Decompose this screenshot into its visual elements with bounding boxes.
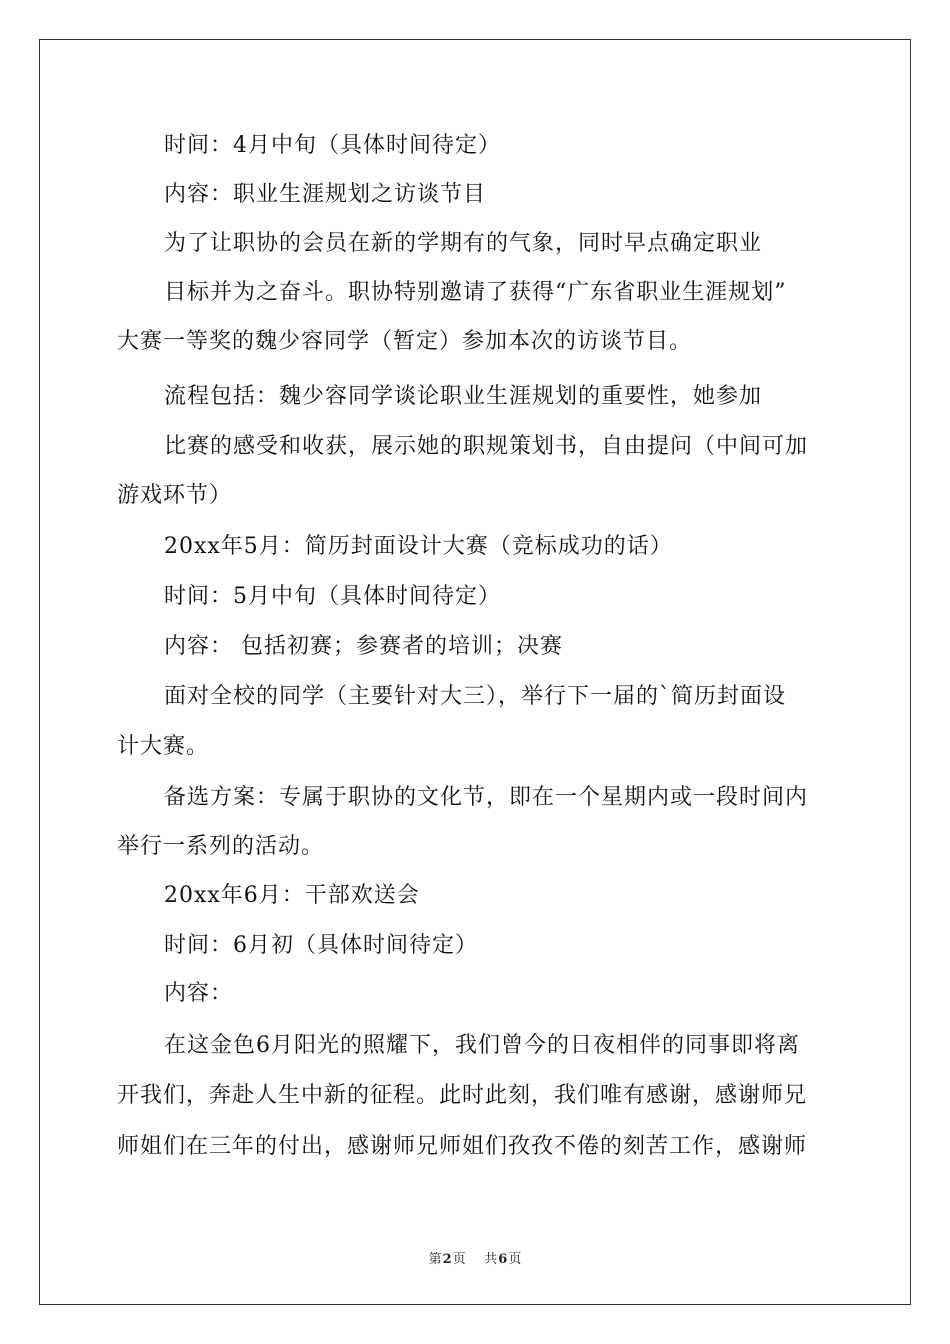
text-line: 目标并为之奋斗。职协特别邀请了获得“广东省职业生涯规划”: [164, 280, 787, 305]
text-line: 备选方案：专属于职协的文化节，即在一个星期内或一段时间内: [164, 785, 809, 810]
text-line: 时间：6月初（具体时间待定）: [164, 933, 478, 958]
page-suffix: 页: [452, 1252, 466, 1267]
page-prefix: 第: [428, 1252, 442, 1267]
text-line: 比赛的感受和收获，展示她的职规策划书，自由提问（中间可加: [164, 434, 809, 459]
total-suffix: 页: [508, 1252, 522, 1267]
text-line: 为了让职协的会员在新的学期有的气象，同时早点确定职业: [164, 231, 763, 256]
text-line: 游戏环节）: [117, 483, 233, 508]
page-footer: [0, 1248, 950, 1267]
text-line: 内容：: [164, 981, 234, 1006]
text-line: 内容：职业生涯规划之访谈节目: [164, 182, 487, 207]
text-line: 面对全校的同学（主要针对大三），举行下一届的`简历封面设: [164, 684, 787, 709]
text-line: 20xx年5月：简历封面设计大赛（竞标成功的话）: [164, 534, 673, 559]
page-number: 2: [442, 1252, 452, 1267]
text-line: 20xx年6月：干部欢送会: [164, 883, 420, 908]
text-line: 在这金色6月阳光的照耀下，我们曾今的日夜相伴的同事即将离: [164, 1033, 800, 1058]
text-line: 流程包括：魏少容同学谈论职业生涯规划的重要性，她参加: [164, 384, 763, 409]
text-line: 时间：5月中旬（具体时间待定）: [164, 584, 501, 609]
text-line: 时间：4月中旬（具体时间待定）: [164, 133, 501, 158]
text-line: 内容： 包括初赛；参赛者的培训；决赛: [164, 634, 563, 659]
text-line: 计大赛。: [117, 734, 210, 759]
text-line: 开我们，奔赴人生中新的征程。此时此刻，我们唯有感谢，感谢师兄: [117, 1083, 808, 1108]
text-line: 大赛一等奖的魏少容同学（暂定）参加本次的访谈节目。: [117, 329, 693, 354]
total-prefix: 共: [484, 1252, 498, 1267]
text-line: 师姐们在三年的付出，感谢师兄师姐们孜孜不倦的刻苦工作，感谢师: [117, 1134, 808, 1159]
total-pages: 6: [498, 1252, 508, 1267]
text-line: 举行一系列的活动。: [117, 834, 325, 859]
